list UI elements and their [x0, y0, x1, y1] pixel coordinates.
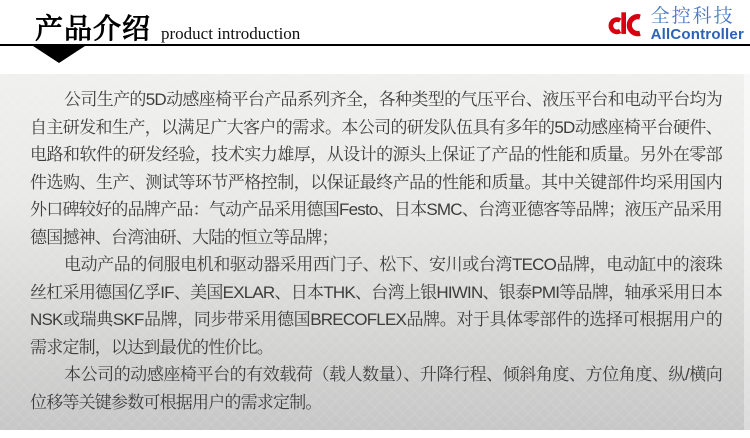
intro-paragraph-1: 公司生产的5D动感座椅平台产品系列齐全，各种类型的气压平台、液压平台和电动平台均为自主研发和生产，以满足广大客户的需求。本公司的研发队伍具有多年的5D动感座椅平台硬件、电路和软件的研发经验，技术实力雄厚，从设计的源头上保证了产品的性能和质量。另外在零部件选购、生产、测试等环节严格控制，以保证最终产品的性能和质量。其中关键部件均采用国内外口碑较好的品牌产品：气动产品采用德国Festo、日本SMC、台湾亚德客等品牌；液压产品采用德国撼神、台湾油研、大陆的恒立等品牌；	[30, 90, 722, 247]
brand-text	[651, 7, 744, 42]
page-title: 产品介绍	[35, 13, 152, 44]
content-panel	[0, 74, 750, 430]
intro-paragraph-3: 本公司的动感座椅平台的有效载荷（载人数量）、升降行程、倾斜角度、方位角度、纵/横向位移等关键参数可根据用户的需求定制。	[30, 365, 722, 412]
section-marker-triangle	[33, 46, 85, 63]
brand-name-cn: 全控科技	[650, 5, 735, 27]
page-subtitle: product introduction	[161, 24, 301, 43]
double-c-logo-icon	[605, 5, 647, 43]
intro-paragraph-2: 电动产品的伺服电机和驱动器采用西门子、松下、安川或台湾TECO品牌，电动缸中的滚珠丝杠采用德国亿孚IF、美国EXLAR、日本THK、台湾上银HIWIN、银泰PMI等品牌，轴承采用日本NSK或瑞典SKF品牌，同步带采用德国BRECOFLEX品牌。对于具体零部件的选择可根据用户的需求定制，以达到最优的性价比。	[30, 255, 722, 357]
brand-logo	[605, 5, 744, 43]
brand-name-en: AllController	[650, 25, 744, 43]
